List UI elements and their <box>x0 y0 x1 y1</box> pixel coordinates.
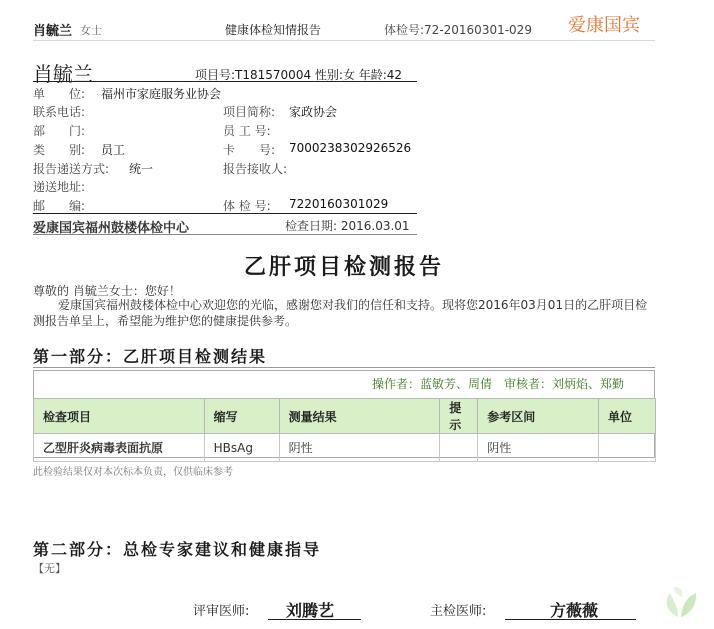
leaf-logo-icon <box>660 581 700 621</box>
cell-item: 乙型肝炎病毒表面抗原 <box>34 434 205 462</box>
table-row <box>34 434 656 462</box>
section1-divider <box>33 367 655 368</box>
patient-name: 肖毓兰 <box>33 62 93 86</box>
brand-logo-text: 爱康国宾 <box>568 15 640 36</box>
label-employee-no: 员 工 号: <box>223 124 271 138</box>
label-category: 类 别: <box>33 143 86 157</box>
col-header-abbr: 缩写 <box>204 399 279 434</box>
header-doc-title: 健康体检知情报告 <box>225 23 322 37</box>
value-delivery-method: 统一 <box>129 162 154 176</box>
result-table <box>33 398 656 462</box>
info-bottom-divider <box>33 213 417 214</box>
reviewer-label: 评审医师: <box>193 604 250 619</box>
chief-signature: 方薇薇 <box>550 601 599 620</box>
header-divider <box>33 40 655 41</box>
label-report-receiver: 报告接收人: <box>223 162 288 176</box>
header-patient-name: 肖毓兰 <box>33 24 73 39</box>
col-header-reference: 参考区间 <box>478 399 599 434</box>
label-project-short: 项目简称: <box>223 105 276 119</box>
section1-title: 第一部分：乙肝项目检测结果 <box>33 347 268 366</box>
cell-unit <box>599 434 656 462</box>
label-postcode: 邮 编: <box>33 199 86 213</box>
value-unit: 福州市家庭服务业协会 <box>101 87 222 101</box>
cell-abbr: HBsAg <box>204 434 279 462</box>
col-header-result: 测量结果 <box>279 399 440 434</box>
label-exam-no: 体 检 号: <box>223 199 271 213</box>
result-note: 此检验结果仅对本次标本负责，仅供临床参考 <box>33 467 233 478</box>
header-gender-title: 女士 <box>80 24 102 37</box>
value-exam-no: 7220160301029 <box>289 197 389 211</box>
cell-hint <box>440 434 478 462</box>
chief-signature-line <box>505 619 636 620</box>
operators-line: 操作者：蓝敏芳、周倩 审核者：刘炳焰、郑勤 <box>372 377 625 391</box>
report-title: 乙肝项目检测报告 <box>244 254 445 280</box>
value-project-short: 家政协会 <box>289 105 338 119</box>
label-delivery-address: 递送地址: <box>33 180 86 194</box>
section2-content: 【无】 <box>33 562 66 575</box>
header-exam-number: 体检号:72-20160301-029 <box>384 23 532 37</box>
value-category: 员工 <box>101 143 126 157</box>
value-card-no: 7000238302926526 <box>289 141 412 155</box>
project-line: 项目号:T181570004 性别:女 年龄:42 <box>195 68 403 82</box>
section2-title: 第二部分：总检专家建议和健康指导 <box>33 540 322 559</box>
cell-result: 阴性 <box>279 434 440 462</box>
center-divider <box>33 234 417 235</box>
label-unit: 单 位: <box>33 87 86 101</box>
label-department: 部 门: <box>33 124 86 138</box>
label-card-no: 卡 号: <box>223 143 276 157</box>
check-date: 检查日期: 2016.03.01 <box>285 219 410 233</box>
info-top-divider <box>33 81 417 82</box>
label-delivery-method: 报告递送方式: <box>33 162 110 176</box>
chief-label: 主检医师: <box>430 604 487 619</box>
cell-reference: 阴性 <box>478 434 599 462</box>
col-header-item: 检查项目 <box>34 399 205 434</box>
greeting: 尊敬的 肖毓兰女士：您好！ <box>33 284 181 298</box>
intro-paragraph: 爱康国宾福州鼓楼体检中心欢迎您的光临，感谢您对我们的信任和支持。现将您2016年03月01日的乙肝项目检测报告单呈上，希望能为维护您的健康提供参考。 <box>33 298 648 328</box>
reviewer-signature: 刘腾艺 <box>286 601 335 620</box>
exam-center-name: 爱康国宾福州鼓楼体检中心 <box>33 221 190 236</box>
col-header-hint: 提示 <box>440 399 478 434</box>
reviewer-signature-line <box>268 619 361 620</box>
table-header-row <box>34 399 656 434</box>
label-phone: 联系电话: <box>33 105 86 119</box>
col-header-unit: 单位 <box>599 399 656 434</box>
